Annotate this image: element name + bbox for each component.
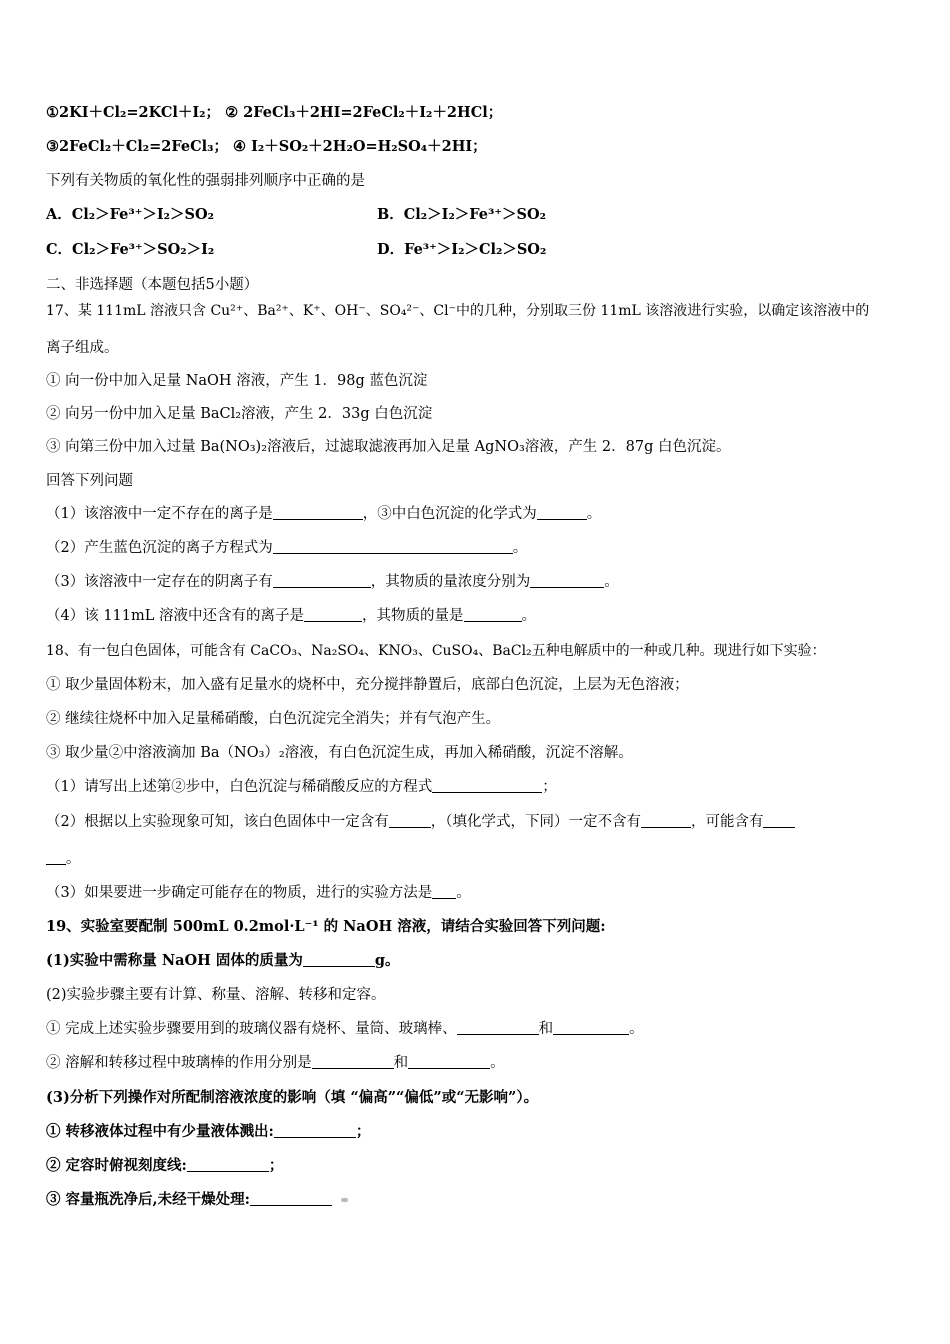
answer-blank[interactable] [464,607,522,622]
answer-blank[interactable] [641,813,691,828]
q19-part-2-step-1: ① 完成上述实验步骤要用到的玻璃仪器有烧杯、量筒、玻璃棒、 和 。 [46,1021,644,1037]
q17-part-1: （1）该溶液中一定不存在的离子是 ，③中白色沉淀的化学式为 。 [46,506,602,522]
reaction-1: ①2KI＋Cl₂=2KCl＋I₂； [46,104,221,121]
option-row-2 [46,240,906,260]
answer-blank[interactable] [273,539,513,554]
q18-step-1: ① 取少量固体粉末，加入盛有足量水的烧杯中，充分搅拌静置后，底部白色沉淀，上层为无色溶液； [46,677,689,693]
reaction-2: ② 2FeCl₃＋2HI=2FeCl₂＋I₂＋2HCl； [225,104,503,121]
answer-blank[interactable] [408,1054,490,1069]
answer-blank[interactable] [303,952,375,967]
q19-part-2: (2)实验步骤主要有计算、称量、溶解、转移和定容。 [46,987,386,1003]
q18-step-2: ② 继续往烧杯中加入足量稀硝酸，白色沉淀完全消失；并有气泡产生。 [46,711,501,727]
answer-blank[interactable] [432,884,456,899]
q17-step-2: ② 向另一份中加入足量 BaCl₂溶液，产生 2．33g 白色沉淀 [46,406,433,422]
mc-question: 下列有关物质的氧化性的强弱排列顺序中正确的是 [46,173,365,189]
q17-step-3: ③ 向第三份中加入过量 Ba(NO₃)₂溶液后，过滤取滤液再加入足量 AgNO₃溶液，产生 2．87g 白色沉淀。 [46,439,731,455]
answer-blank[interactable] [187,1157,269,1172]
option-c: C．Cl₂＞Fe³⁺＞SO₂＞I₂ [46,241,215,258]
answer-blank[interactable] [273,573,371,588]
q18-part-2: （2）根据以上实验现象可知，该白色固体中一定含有 ，（填化学式，下同）一定不含有 ，可能含有 [46,812,906,832]
q19-part-3: (3)分析下列操作对所配制溶液浓度的影响（填 “偏高”“偏低”或“无影响”）。 [46,1089,539,1106]
option-row-1 [46,205,906,225]
answer-blank[interactable] [250,1191,332,1206]
q19-part-2-step-2: ② 溶解和转移过程中玻璃棒的作用分别是 和 。 [46,1055,505,1071]
q18-part-1: （1）请写出上述第②步中，白色沉淀与稀硝酸反应的方程式 ； [46,779,557,795]
answer-blank[interactable] [274,1123,356,1138]
answer-blank[interactable] [763,813,795,828]
answer-blank[interactable] [432,778,542,793]
option-d: D．Fe³⁺＞I₂＞Cl₂＞SO₂ [377,241,547,258]
answer-blank[interactable] [457,1020,539,1035]
q17-answer-prompt: 回答下列问题 [46,473,133,489]
q17-part-3: （3）该溶液中一定存在的阴离子有 ，其物质的量浓度分别为 。 [46,574,619,590]
q17-stem-1: 17、某 111mL 溶液只含 Cu²⁺、Ba²⁺、K⁺、OH⁻、SO₄²⁻、Cl⁻中的几种，分别取三份 11mL 该溶液进行实验，以确定该溶液中的 [46,303,870,319]
q17-part-4: （4）该 111mL 溶液中还含有的离子是 ，其物质的量是 。 [46,608,536,624]
q19-part-1: (1)实验中需称量 NaOH 固体的质量为 g。 [46,952,400,969]
answer-blank[interactable] [537,505,587,520]
answer-blank[interactable] [312,1054,394,1069]
answer-blank[interactable] [553,1020,629,1035]
q19-part-3-item-2: ② 定容时俯视刻度线: ； [46,1157,284,1174]
answer-blank[interactable] [46,850,66,865]
answer-blank[interactable] [273,505,363,520]
q17-part-2: （2）产生蓝色沉淀的离子方程式为 。 [46,540,528,556]
answer-blank[interactable] [389,813,431,828]
q18-stem: 18、有一包白色固体，可能含有 CaCO₃、Na₂SO₄、KNO₃、CuSO₄、BaCl₂五种电解质中的一种或几种。现进行如下实验： [46,643,826,659]
q18-part-3: （3）如果要进一步确定可能存在的物质，进行的实验方法是 。 [46,885,471,901]
q17-stem-2: 离子组成。 [46,340,119,356]
answer-blank[interactable] [530,573,604,588]
answer-blank[interactable] [304,607,362,622]
ink-dot-mark [341,1198,348,1202]
q18-part-2-cont: 。 [46,849,906,869]
option-b: B．Cl₂＞I₂＞Fe³⁺＞SO₂ [377,206,546,223]
q19-stem: 19、实验室要配制 500mL 0.2mol·L⁻¹ 的 NaOH 溶液，请结合实验回答下列问题: [46,918,606,935]
q18-step-3: ③ 取少量②中溶液滴加 Ba（NO₃）₂溶液，有白色沉淀生成，再加入稀硝酸，沉淀不溶解。 [46,745,633,761]
reaction-line-1 [46,103,906,123]
q19-part-3-item-3: ③ 容量瓶洗净后,未经干燥处理: [46,1190,906,1210]
reaction-line-2 [46,137,906,157]
reaction-4: ④ I₂＋SO₂＋2H₂O=H₂SO₄＋2HI； [233,138,487,155]
reaction-3: ③2FeCl₂＋Cl₂=2FeCl₃； [46,138,228,155]
q17-step-1: ① 向一份中加入足量 NaOH 溶液，产生 1．98g 蓝色沉淀 [46,373,428,389]
q19-part-3-item-1: ① 转移液体过程中有少量液体溅出: ； [46,1123,371,1140]
option-a: A．Cl₂＞Fe³⁺＞I₂＞SO₂ [46,206,214,223]
section-2-heading: 二、非选择题（本题包括5小题） [46,277,259,293]
